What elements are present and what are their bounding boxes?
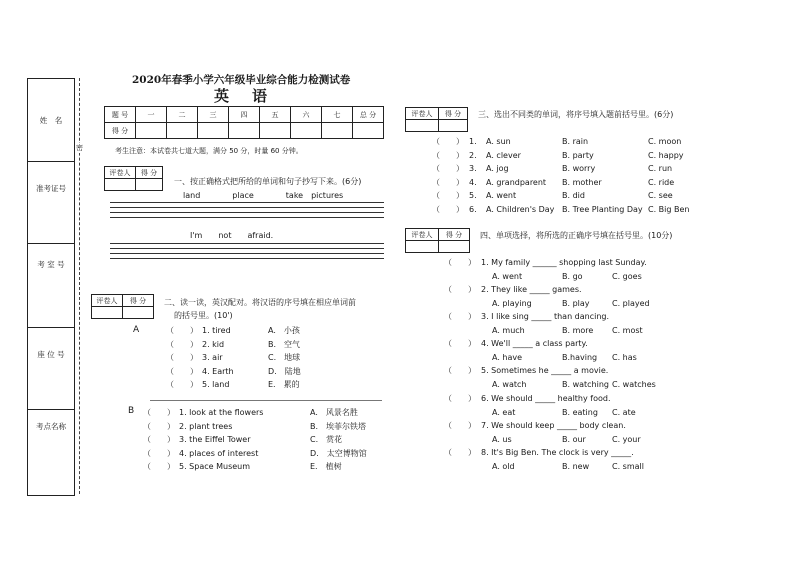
exam-room-cell[interactable] [28, 243, 74, 328]
option-a: A. jog [486, 164, 509, 173]
writing-line [110, 217, 384, 218]
exam-site-cell[interactable] [28, 409, 74, 495]
seat-number-cell[interactable] [28, 327, 74, 410]
score-cell[interactable] [136, 123, 167, 139]
option-c: C. moon [648, 137, 682, 146]
part-divider [150, 400, 382, 401]
grader-score-cell[interactable] [439, 241, 470, 253]
match-meaning: D. 陆地 [268, 367, 301, 376]
score-table-header-row [105, 107, 384, 123]
section2-title-line2: 的括号里。(10') [174, 311, 233, 320]
option-a: A. went [486, 191, 517, 200]
section2-partB-label: B [128, 406, 135, 416]
score-cell[interactable] [353, 123, 384, 139]
option-c: C. ride [648, 178, 675, 187]
grader-reviewer-cell[interactable] [406, 241, 439, 253]
option-a: A. playing [492, 299, 532, 308]
answer-paren[interactable]: （ ） [444, 366, 476, 375]
admission-number-cell[interactable] [28, 161, 74, 244]
writing-line [110, 243, 384, 244]
match-meaning: B. 埃菲尔铁塔 [310, 422, 367, 431]
admission-number-label: 准考证号 [36, 184, 66, 193]
question-number: 3. [469, 164, 477, 173]
option-b: B. go [562, 272, 583, 281]
score-cell[interactable] [322, 123, 353, 139]
question-text: 8. It's Big Ben. The clock is very _____. [481, 448, 634, 457]
option-b: B. our [562, 435, 586, 444]
seal-line [79, 78, 80, 494]
seal-mark: 密 [76, 144, 83, 152]
option-b: B. more [562, 326, 594, 335]
match-phrase: 4. places of interest [179, 449, 259, 458]
answer-paren[interactable]: （ ） [166, 380, 198, 389]
score-header-cell: 三 [198, 107, 229, 123]
grader-score-label: 得 分 [439, 108, 468, 120]
option-a: A. old [492, 462, 515, 471]
answer-paren[interactable]: （ ） [432, 191, 464, 200]
answer-paren[interactable]: （ ） [444, 339, 476, 348]
grader-score-cell[interactable] [439, 120, 468, 132]
option-c: C. watches [612, 380, 656, 389]
answer-paren[interactable]: （ ） [444, 285, 476, 294]
question-number: 1. [469, 137, 477, 146]
name-cell[interactable] [28, 79, 74, 162]
question-text: 6. We should _____ healthy food. [481, 394, 611, 403]
writing-line [110, 258, 384, 259]
score-row-label: 得 分 [105, 123, 136, 139]
option-c: C. see [648, 191, 673, 200]
exam-site-label: 考点名称 [36, 422, 66, 431]
answer-paren[interactable]: （ ） [444, 258, 476, 267]
answer-paren[interactable]: （ ） [166, 326, 198, 335]
option-a: A. sun [486, 137, 511, 146]
writing-line [110, 248, 384, 249]
option-b: B. Tree Planting Day [562, 205, 643, 214]
match-meaning: D. 太空博物馆 [310, 449, 367, 458]
question-number: 2. [469, 151, 477, 160]
score-header-cell: 总 分 [353, 107, 384, 123]
match-word: 2. kid [202, 340, 225, 349]
grader-reviewer-label: 评卷人 [105, 167, 136, 179]
option-a: A. went [492, 272, 523, 281]
match-word: 4. Earth [202, 367, 234, 376]
option-a: A. grandparent [486, 178, 547, 187]
score-cell[interactable] [167, 123, 198, 139]
match-meaning: B. 空气 [268, 340, 301, 349]
score-header-cell: 五 [260, 107, 291, 123]
option-a: A. have [492, 353, 523, 362]
section3-title: 三、选出不同类的单词，将序号填入题前括号里。(6分) [478, 110, 674, 119]
answer-paren[interactable]: （ ） [432, 205, 464, 214]
answer-paren[interactable]: （ ） [444, 448, 476, 457]
match-word: 5. land [202, 380, 230, 389]
question-text: 7. We should keep _____ body clean. [481, 421, 626, 430]
score-cell[interactable] [198, 123, 229, 139]
option-c: C. has [612, 353, 637, 362]
question-text: 1. My family ______ shopping last Sunday. [481, 258, 647, 267]
match-word: 3. air [202, 353, 223, 362]
option-a: A. us [492, 435, 512, 444]
match-meaning: C. 赏花 [310, 435, 343, 444]
question-number: 6. [469, 205, 477, 214]
grader-reviewer-label: 评卷人 [92, 295, 123, 307]
option-b: B. rain [562, 137, 589, 146]
match-phrase: 3. the Eiffel Tower [179, 435, 251, 444]
section1-words: land place take pictures [183, 191, 344, 200]
option-c: C. ate [612, 408, 636, 417]
section2-title-line1: 二、读一读，英汉配对。将汉语的序号填在相应单词前 [164, 298, 356, 307]
seat-number-label: 座 位 号 [37, 350, 65, 359]
grader-score-label: 得 分 [439, 229, 470, 241]
writing-line [110, 253, 384, 254]
question-number: 4. [469, 178, 477, 187]
option-b: B. play [562, 299, 590, 308]
answer-paren[interactable]: （ ） [166, 367, 198, 376]
answer-paren[interactable]: （ ） [166, 353, 198, 362]
answer-paren[interactable]: （ ） [432, 164, 464, 173]
grader-box-section1 [104, 166, 163, 191]
option-a: A. eat [492, 408, 516, 417]
option-a: A. Children's Day [486, 205, 555, 214]
answer-paren[interactable]: （ ） [432, 151, 464, 160]
answer-paren[interactable]: （ ） [444, 421, 476, 430]
match-meaning: A. 小孩 [268, 326, 300, 335]
option-c: C. run [648, 164, 673, 173]
grader-reviewer-cell[interactable] [105, 179, 136, 191]
answer-paren[interactable]: （ ） [432, 178, 464, 187]
grader-score-cell[interactable] [136, 179, 163, 191]
exam-room-label: 考 室 号 [37, 260, 65, 269]
option-a: A. clever [486, 151, 521, 160]
option-c: C. most [612, 326, 643, 335]
match-meaning: C. 地球 [268, 353, 301, 362]
answer-paren[interactable]: （ ） [143, 408, 175, 417]
answer-paren[interactable]: （ ） [143, 422, 175, 431]
option-c: C. played [612, 299, 650, 308]
grader-score-label: 得 分 [123, 295, 154, 307]
answer-paren[interactable]: （ ） [432, 137, 464, 146]
option-c: C. goes [612, 272, 642, 281]
section1-sentence: I'm not afraid. [190, 231, 274, 240]
answer-paren[interactable]: （ ） [143, 435, 175, 444]
option-b: B.having [562, 353, 598, 362]
question-number: 5. [469, 191, 477, 200]
option-b: B. worry [562, 164, 596, 173]
question-text: 5. Sometimes he _____ a movie. [481, 366, 609, 375]
score-header-cell: 六 [291, 107, 322, 123]
score-header-cell: 四 [229, 107, 260, 123]
section4-title: 四、单项选择，将所选的正确序号填在括号里。(10分) [480, 231, 673, 240]
question-text: 3. I like sing _____ than dancing. [481, 312, 610, 321]
grader-score-cell[interactable] [123, 307, 154, 319]
grader-box-section4 [405, 228, 470, 253]
grader-reviewer-cell[interactable] [92, 307, 123, 319]
writing-line [110, 207, 384, 208]
score-table [104, 106, 384, 139]
grader-reviewer-cell[interactable] [406, 120, 439, 132]
score-table-score-row [105, 123, 384, 139]
option-b: B. eating [562, 408, 598, 417]
answer-paren[interactable]: （ ） [166, 340, 198, 349]
section2-partA-label: A [133, 325, 140, 335]
answer-paren[interactable]: （ ） [143, 449, 175, 458]
student-info-column [27, 78, 75, 496]
exam-title: 2020年春季小学六年级毕业综合能力检测试卷 [132, 74, 351, 86]
match-meaning: E. 植树 [310, 462, 342, 471]
name-label: 姓 名 [39, 116, 63, 125]
question-text: 2. They like _____ games. [481, 285, 582, 294]
option-b: B. new [562, 462, 590, 471]
match-phrase: 2. plant trees [179, 422, 233, 431]
match-phrase: 5. Space Museum [179, 462, 251, 471]
option-a: A. watch [492, 380, 527, 389]
match-meaning: A. 风景名胜 [310, 408, 358, 417]
answer-paren[interactable]: （ ） [444, 394, 476, 403]
writing-line [110, 212, 384, 213]
exam-notice: 考生注意：本试卷共七道大题，满分 50 分，时量 60 分钟。 [115, 147, 303, 155]
match-word: 1. tired [202, 326, 231, 335]
grader-box-section2 [91, 294, 154, 319]
grader-reviewer-label: 评卷人 [406, 229, 439, 241]
option-c: C. Big Ben [648, 205, 690, 214]
answer-paren[interactable]: （ ） [143, 462, 175, 471]
writing-line [110, 202, 384, 203]
grader-reviewer-label: 评卷人 [406, 108, 439, 120]
score-cell[interactable] [260, 123, 291, 139]
question-text: 4. We'll _____ a class party. [481, 339, 588, 348]
grader-box-section3 [405, 107, 468, 132]
option-c: C. happy [648, 151, 684, 160]
option-b: B. did [562, 191, 585, 200]
option-b: B. party [562, 151, 594, 160]
score-header-cell: 题 号 [105, 107, 136, 123]
score-header-cell: 一 [136, 107, 167, 123]
grader-score-label: 得 分 [136, 167, 163, 179]
section1-title: 一、按正确格式把所给的单词和句子抄写下来。(6分) [174, 177, 362, 186]
option-c: C. small [612, 462, 644, 471]
exam-subject: 英 语 [214, 87, 272, 105]
option-c: C. your [612, 435, 641, 444]
option-b: B. watching [562, 380, 609, 389]
score-header-cell: 七 [322, 107, 353, 123]
score-cell[interactable] [229, 123, 260, 139]
match-phrase: 1. look at the flowers [179, 408, 264, 417]
option-b: B. mother [562, 178, 602, 187]
option-a: A. much [492, 326, 525, 335]
score-cell[interactable] [291, 123, 322, 139]
match-meaning: E. 累的 [268, 380, 300, 389]
score-header-cell: 二 [167, 107, 198, 123]
answer-paren[interactable]: （ ） [444, 312, 476, 321]
